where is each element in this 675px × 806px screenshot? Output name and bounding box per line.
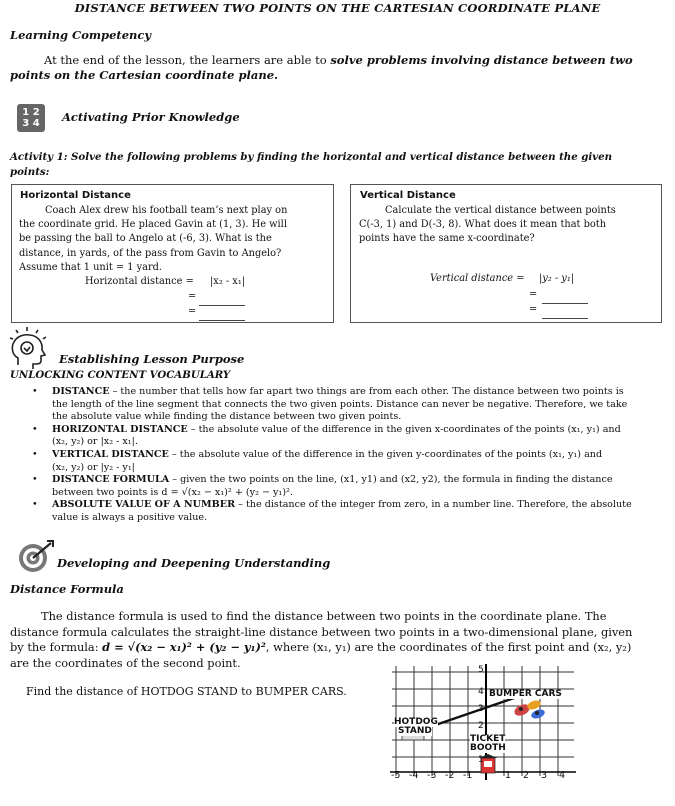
vocab-term: DISTANCE FORMULA	[52, 474, 170, 486]
bumper-cars-icon	[510, 696, 550, 724]
vocab-def-line2: between two points is d = √(x₂ − x₁)² + (y₂ − y₁)².	[52, 486, 293, 498]
ticket-label-2: BOOTH	[470, 743, 506, 753]
para-line-3-start: by the formula:	[10, 640, 103, 654]
y-tick: 4	[478, 687, 484, 697]
vocab-term: DISTANCE	[52, 386, 110, 397]
x-tick: 4	[559, 770, 566, 781]
activity-line-2: points:	[10, 166, 50, 178]
vocab-def: – the absolute value of the difference in the given x-coordinates of the points (x₁, y₁) and	[187, 423, 621, 435]
vocab-item-vertical: • VERTICAL DISTANCE – the absolute value of the difference in the given y-coordinates of the points (x₁, y₁) and (x₂, y₂) or |y₂ - y₁|	[32, 448, 603, 473]
vertical-distance-box	[350, 184, 662, 323]
competency-emph-1: solve problems involving distance between two	[330, 53, 633, 67]
vocab-item-absolute-value: • ABSOLUTE VALUE OF A NUMBER – the distance of the integer from zero, in a number line. Therefore, the absolute value is always a positive value.	[32, 499, 632, 523]
bumper-cars-label: BUMPER CARS	[489, 689, 562, 699]
horizontal-eq-2: =	[188, 306, 197, 317]
para-line-2: distance formula calculates the straight-line distance between two points in a two-dimensional plane, given	[10, 624, 633, 639]
horizontal-formula: |x₂ - x₁|	[210, 276, 246, 287]
horizontal-line-1: Coach Alex drew his football team’s next play on	[45, 205, 288, 216]
x-tick: -3	[427, 770, 437, 781]
distance-formula-paragraph	[10, 609, 665, 671]
vocab-list	[8, 386, 661, 525]
vocab-item-distance: • DISTANCE – the number that tells how far apart two things are from each other. The distance between two points is the length of the line segment that connects the two given points. Distance can never be negative. Therefore, we take the absolute value while finding the distance between two given points.	[32, 386, 628, 423]
y-tick: 1	[478, 755, 484, 765]
vertical-formula: |y₂ - y₁|	[539, 273, 575, 284]
vertical-eq-2: =	[529, 304, 538, 315]
task-text: Find the distance of HOTDOG STAND to BUMPER CARS.	[26, 685, 347, 698]
horizontal-distance-box	[11, 184, 334, 323]
x-tick: 3	[541, 770, 548, 781]
para-line-4: are the coordinates of the second point.	[10, 655, 241, 670]
vocab-def-line3: the absolute value while finding the distance between two given points.	[52, 411, 402, 423]
vocab-term: VERTICAL DISTANCE	[52, 448, 169, 460]
vocab-def-line2: (x₂, y₂) or |x₂ - x₁|.	[52, 436, 138, 448]
horizontal-line-5: Assume that 1 unit = 1 yard.	[19, 261, 163, 273]
vertical-eq-1: =	[529, 289, 538, 300]
vocab-def: – the distance of the integer from zero, in a number line. Therefore, the absolute	[235, 499, 632, 511]
vertical-line-3: points have the same x-coordinate?	[359, 233, 535, 245]
coordinate-grid-map	[388, 664, 578, 782]
competency-text-start: At the end of the lesson, the learners are able to	[44, 53, 331, 67]
x-tick: -1	[463, 770, 473, 781]
hotdog-label-2: STAND	[398, 726, 432, 736]
vertical-line-2: C(-3, 1) and D(-3, 8). What does it mean that both	[359, 219, 606, 231]
horizontal-formula-label: Horizontal distance =	[85, 276, 194, 287]
target-icon	[17, 540, 55, 574]
activity-instructions	[10, 150, 612, 180]
ticket-label-1: TICKET	[470, 734, 506, 744]
y-tick: 2	[478, 721, 484, 731]
purpose-heading: Establishing Lesson Purpose	[59, 352, 245, 366]
learning-competency-text	[10, 53, 665, 83]
developing-heading: Developing and Deepening Understanding	[57, 556, 331, 570]
vocab-item-formula: • DISTANCE FORMULA – given the two points on the line, (x1, y1) and (x2, y2), the formula in finding the distance between two points is d = √(x₂ − x₁)² + (y₂ − y₁)².	[32, 474, 613, 498]
vocab-def-line2: the length of the line segment that connects the two given points. Distance can never be negative. Therefore, we take	[52, 398, 628, 410]
vertical-box-text	[359, 204, 653, 247]
horizontal-line-3: be passing the ball to Angelo at (-6, 3). What is the	[19, 233, 272, 245]
numbers-icon	[17, 104, 45, 132]
head-lightbulb-icon	[8, 325, 50, 371]
y-tick: 5	[478, 665, 484, 675]
vertical-box-heading: Vertical Distance	[360, 190, 456, 201]
x-tick: 2	[523, 770, 530, 781]
horizontal-eq-1: =	[188, 291, 197, 302]
numbers-icon-bottom: 3 4	[22, 118, 40, 129]
distance-formula: d = √(x₂ − x₁)² + (y₂ − y₁)²	[102, 640, 266, 654]
vocab-def-line2: value is always a positive value.	[52, 511, 208, 523]
x-tick: 1	[505, 770, 512, 781]
vertical-line-1: Calculate the vertical distance between points	[385, 205, 616, 216]
hotdog-label-1: HOTDOG	[394, 717, 438, 727]
vertical-answer-blank-2[interactable]	[542, 304, 588, 323]
horizontal-box-heading: Horizontal Distance	[20, 190, 131, 201]
competency-emph-2: points on the Cartesian coordinate plane.	[10, 68, 279, 82]
x-tick: -5	[391, 770, 401, 781]
numbers-icon-top: 1 2	[22, 107, 40, 118]
vocab-def: – the number that tells how far apart two things are from each other. The distance between two points is	[109, 386, 624, 397]
vocab-item-horizontal: • HORIZONTAL DISTANCE – the absolute value of the difference in the given x-coordinates of the points (x₁, y₁) and (x₂, y₂) or |x₂ - x₁|.	[32, 423, 621, 448]
horizontal-answer-blank-2[interactable]	[199, 306, 245, 325]
activating-heading: Activating Prior Knowledge	[62, 110, 240, 124]
x-tick: -4	[409, 770, 419, 781]
vocab-term: ABSOLUTE VALUE OF A NUMBER	[52, 499, 236, 511]
vocab-def: – given the two points on the line, (x1, y1) and (x2, y2), the formula in finding the distance	[169, 474, 613, 486]
horizontal-line-2: the coordinate grid. He placed Gavin at (1, 3). He will	[19, 219, 287, 231]
page-title: DISTANCE BETWEEN TWO POINTS ON THE CARTESIAN COORDINATE PLANE	[74, 1, 601, 15]
vocab-subheading: UNLOCKING CONTENT VOCABULARY	[10, 369, 231, 381]
activity-line-1: Activity 1: Solve the following problems by finding the horizontal and vertical distance between the given	[10, 151, 613, 163]
vertical-formula-label: Vertical distance =	[430, 273, 525, 284]
para-line-1: The distance formula is used to find the distance between two points in the coordinate plane. The	[41, 609, 607, 623]
horizontal-line-4: distance, in yards, of the pass from Gavin to Angelo?	[19, 247, 282, 259]
horizontal-box-text	[19, 204, 325, 275]
vocab-def-line2: (x₂, y₂) or |y₂ - y₁|	[52, 461, 135, 473]
para-line-3-end: , where (x₁, y₁) are the coordinates of the first point and (x₂, y₂)	[265, 640, 632, 654]
vocab-def: – the absolute value of the difference in the given y-coordinates of the points (x₁, y₁) and	[168, 448, 603, 460]
x-tick: -2	[445, 770, 455, 781]
para-line-3	[10, 640, 665, 656]
learning-competency-heading: Learning Competency	[10, 28, 152, 42]
y-tick: 3	[478, 704, 484, 714]
vocab-term: HORIZONTAL DISTANCE	[52, 423, 188, 435]
distance-formula-heading: Distance Formula	[10, 582, 124, 596]
